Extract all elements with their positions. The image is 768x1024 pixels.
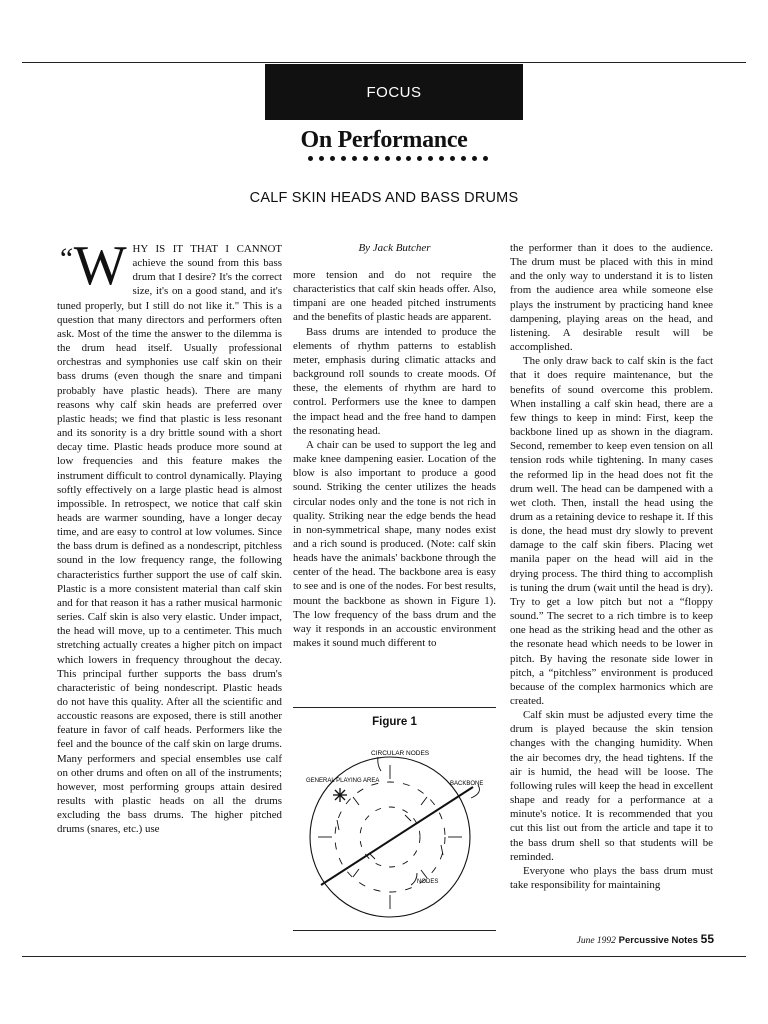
page-footer <box>577 932 714 946</box>
figure-title: Figure 1 <box>372 716 417 728</box>
label-playing-area: GENERAL PLAYING AREA <box>306 778 380 784</box>
label-circular-nodes: CIRCULAR NODES <box>371 750 430 757</box>
figure-rule-top <box>293 707 496 708</box>
bottom-rule <box>22 956 746 957</box>
paragraph: Bass drums are intended to produce the elements of rhythm patterns to establish meter, emphasis during climatic attacks and background roll sounds to create moods. Of these, the elements of rhythm are hard to control. Performers use the knee to dampen the impact head and the free hand to dampen the resonating head. <box>293 325 496 437</box>
publication-name: Percussive Notes <box>618 935 698 946</box>
page-number: 55 <box>700 932 714 946</box>
label-backbone: BACKBONE <box>450 781 484 787</box>
radial-nodes <box>318 765 462 909</box>
article-column-1 <box>57 235 282 837</box>
article-headline: CALF SKIN HEADS AND BASS DRUMS <box>249 190 519 206</box>
paragraph: Calf skin must be adjusted every time the drum is played because the skin tension changes with the changing humidity. When the air becomes dry, the head tightens. If the air is humid, the head will be loose. The following rules will keep the head in excellent shape and ready for a performance at a minute's notice. It is recommended that you cut this list out from the article and tape it to the bass drum shell so that students will be reminded. <box>510 709 713 863</box>
top-rule <box>22 62 746 63</box>
drop-cap: “W <box>57 235 127 297</box>
circular-node-ring <box>335 782 445 892</box>
label-nodes: NODES <box>417 879 439 885</box>
byline: By Jack Butcher <box>358 242 431 254</box>
backbone-line <box>321 787 473 885</box>
figure-rule-bottom <box>293 930 496 931</box>
paragraph: Everyone who plays the bass drum must take responsibility for maintaining <box>510 864 713 892</box>
paragraph: A chair can be used to support the leg and make knee dampening easier. Location of the blow is also important to produce a good sound. Striking the center utilizes the heads circular nodes only and the tone is not rich in quality. Striking near the edge bends the head in non-symmetrical shape, many nodes exist and a rich sound is produced. (Note: calf skin heads have the animals' backbone through the center of the head. The backbone area is easy to see and is one of the nodes. For best results, mount the backbone as shown in Figure 1). The low frequency of the bass drum and the way it responds in an accoustic environment makes it sound much different to <box>293 438 496 650</box>
paragraph: more tension and do not require the characteristics that calf skin heads offer. Also, timpani are one headed pitched instruments and the benefits of plastic heads are apparent. <box>293 269 496 324</box>
page-title: On Performance <box>300 127 468 153</box>
article-column-2 <box>293 268 496 650</box>
title-dot-ornament <box>308 153 488 163</box>
section-label: FOCUS <box>366 83 422 101</box>
article-column-3 <box>510 241 713 892</box>
circular-node-ring <box>360 807 420 867</box>
paragraph: “W HY IS IT THAT I CANNOT achieve the sound from this bass drum that I desire? It's the correct size, it's on a good stand, and it's tuned properly, but I still do not like it." This is a question that many directors and performers often ask. Most of the time the answer to the dilemma is the drum head itself. Usually professional orchestras and symphonies use calf skin on their bass drums (even though the snare and timpani probably have plastic heads). There are many reasons why calf skin heads are preferred over plastic heads; we find that plastic is less resonant and its sonority is a dry brittle sound with a short decay time. Plastic heads produce more sound at low frequencies and this feature makes the instrument difficult to control dynamically. Playing softly effectively on a large plastic head is almost impossible. In retrospect, we notice that calf skin heads are warmer sounding, have a longer decay time, and are easy to control at low volumes. Since the bass drum is defined as a nondescript, pitchless sound in the low frequency range, the following characteristics further support the use of calf skin. Plastic is a more consistent material than calf skin and for that reason it has a rather musical harmonic series. Calf skin is also very elastic. Under impact, the head will move, up to a centimeter. This much stretching actually creates a higher pitch on impact which lowers in frequency throughout the decay. This principal further supports the bass drum's characteristic of being nondescript. Plastic heads do not have this quality. After all the scientific and accoustic reasons are exposed, there is still another feature in favor of calf heads. Performers like the feel and the bounce of the calf skin on large drums. Many performers and special ensembles use calf on other drums and often on all of the instruments; however, most performing groups attain desired results with plastic heads on all the drums excluding the bass drums. The higher pitched drums (snares, etc.) use <box>57 235 282 836</box>
issue-date: June 1992 <box>576 936 616 946</box>
paragraph: the performer than it does to the audience. The drum must be placed with this in mind and the only way to understand it is to listen from the audience area while someone else plays the instrument by practicing hand knee dampening, playing areas on the head, and listening. A desirable result will be accomplished. <box>510 242 713 354</box>
drum-head-diagram <box>293 735 496 925</box>
paragraph: The only draw back to calf skin is the fact that it does require maintenance, but the benefits of sound overcome this problem. When installing a calf skin head, there are a few things to keep in mind: First, keep the backbone lined up as shown in the diagram. Second, remember to keep even tension on all tension rods while tightening. In many cases the reformed lip in the head does not fit the drum well. The head can be dampened with a wet cloth. Then, install the head using the drum as a retaining device to reshape it. If this is done, the head must dry slowly to prevent damage to the calf skin fibers. Placing wet manila paper on the head will aid in the drying process. The third thing to accomplish is tuning the drum (wait until the head is dry). Try to get a low pitch but not a “floppy sound.” The secret to a rich timbre is to keep one head as the striking head and the other as the resonate head which needs to be lower in pitch. By having the resonate side lower in pitch, a “pitchless” environment is produced because of the complex harmonics which are created. <box>510 355 713 707</box>
leader-line <box>378 757 381 771</box>
playing-area-mark <box>333 788 347 802</box>
section-banner <box>265 64 523 120</box>
